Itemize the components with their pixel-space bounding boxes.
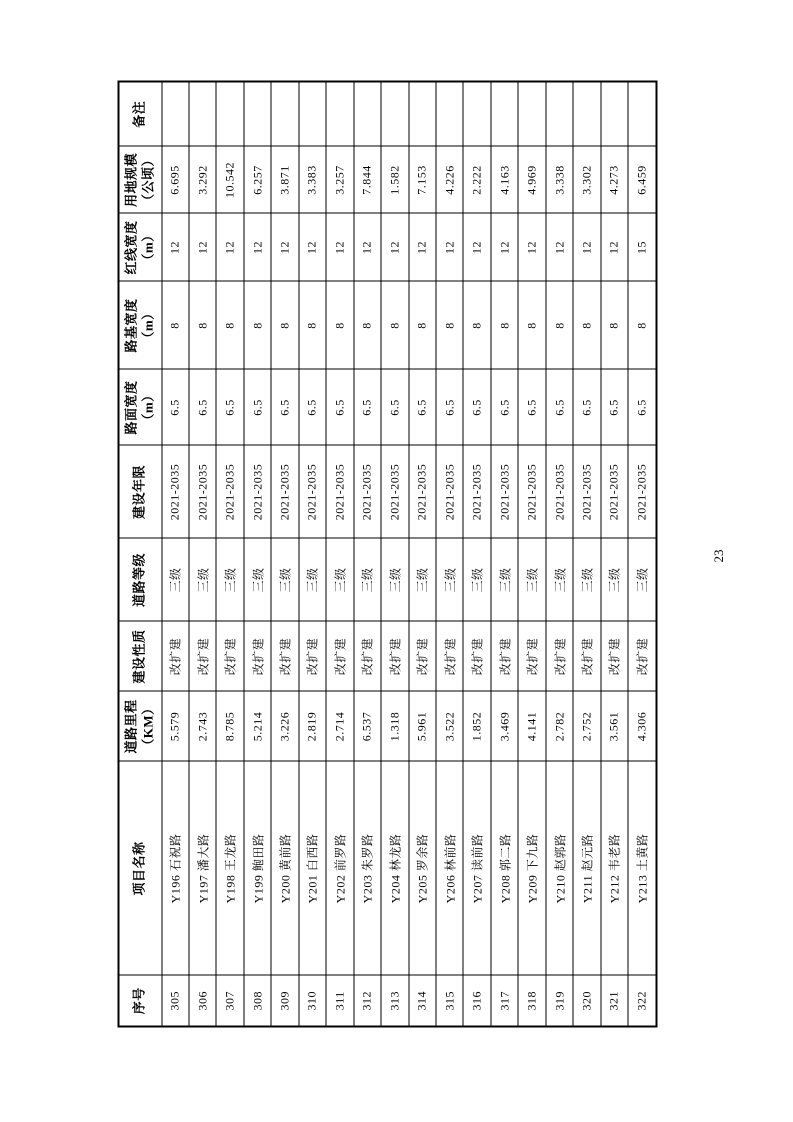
table-row [601,82,628,1027]
cell-construction-nature: 改扩建 [326,622,353,692]
cell-construction-nature: 改扩建 [436,622,463,692]
table-row [518,82,545,1027]
cell-construction-nature: 改扩建 [463,622,490,692]
cell-roadbed-width-m: 8 [326,282,353,370]
column-header-project-name: 项目名称 [119,762,162,976]
column-header-construction-nature: 建设性质 [119,622,162,692]
cell-serial: 312 [354,976,381,1027]
cell-pavement-width-m: 6.5 [518,370,545,446]
cell-construction-period: 2021-2035 [546,446,573,539]
cell-pavement-width-m: 6.5 [162,370,189,446]
table-row [326,82,353,1027]
cell-construction-period: 2021-2035 [271,446,298,539]
table-row [381,82,408,1027]
cell-road-length-km: 2.752 [573,692,600,762]
cell-redline-width-m: 12 [518,214,545,282]
column-header-remarks: 备注 [119,82,162,147]
cell-pavement-width-m: 6.5 [628,370,656,446]
cell-construction-nature: 改扩建 [354,622,381,692]
cell-land-area-ha: 2.222 [463,147,490,214]
cell-road-grade: 三级 [244,539,271,622]
cell-redline-width-m: 12 [326,214,353,282]
cell-serial: 319 [546,976,573,1027]
cell-construction-nature: 改扩建 [628,622,656,692]
cell-redline-width-m: 12 [299,214,326,282]
cell-land-area-ha: 4.273 [601,147,628,214]
cell-roadbed-width-m: 8 [189,282,216,370]
cell-road-grade: 三级 [463,539,490,622]
table-row [244,82,271,1027]
cell-redline-width-m: 12 [409,214,436,282]
table-row [162,82,189,1027]
cell-remarks [436,82,463,147]
cell-land-area-ha: 3.257 [326,147,353,214]
table-row [436,82,463,1027]
cell-construction-period: 2021-2035 [381,446,408,539]
cell-pavement-width-m: 6.5 [601,370,628,446]
column-header-road-grade: 道路等级 [119,539,162,622]
cell-project-name: Y210 赵郭路 [546,762,573,976]
cell-road-length-km: 1.852 [463,692,490,762]
cell-construction-period: 2021-2035 [216,446,243,539]
cell-construction-period: 2021-2035 [573,446,600,539]
cell-construction-nature: 改扩建 [546,622,573,692]
cell-serial: 320 [573,976,600,1027]
cell-land-area-ha: 4.226 [436,147,463,214]
cell-pavement-width-m: 6.5 [463,370,490,446]
cell-project-name: Y208 郭二路 [491,762,518,976]
cell-construction-period: 2021-2035 [518,446,545,539]
cell-roadbed-width-m: 8 [601,282,628,370]
cell-construction-nature: 改扩建 [244,622,271,692]
cell-pavement-width-m: 6.5 [244,370,271,446]
cell-project-name: Y201 白西路 [299,762,326,976]
cell-redline-width-m: 12 [463,214,490,282]
cell-project-name: Y203 朱罗路 [354,762,381,976]
cell-construction-period: 2021-2035 [189,446,216,539]
cell-serial: 316 [463,976,490,1027]
cell-remarks [491,82,518,147]
cell-construction-nature: 改扩建 [381,622,408,692]
cell-construction-period: 2021-2035 [491,446,518,539]
cell-roadbed-width-m: 8 [491,282,518,370]
cell-construction-nature: 改扩建 [601,622,628,692]
cell-road-grade: 三级 [162,539,189,622]
cell-project-name: Y212 韦老路 [601,762,628,976]
cell-roadbed-width-m: 8 [271,282,298,370]
cell-road-grade: 三级 [271,539,298,622]
cell-remarks [162,82,189,147]
table-row [573,82,600,1027]
cell-remarks [216,82,243,147]
column-header-serial: 序号 [119,976,162,1027]
cell-road-length-km: 3.561 [601,692,628,762]
cell-redline-width-m: 12 [271,214,298,282]
cell-construction-period: 2021-2035 [244,446,271,539]
cell-serial: 318 [518,976,545,1027]
cell-remarks [409,82,436,147]
column-header-construction-period: 建设年限 [119,446,162,539]
cell-construction-period: 2021-2035 [463,446,490,539]
cell-road-length-km: 1.318 [381,692,408,762]
cell-project-name: Y197 潘大路 [189,762,216,976]
cell-road-length-km: 3.522 [436,692,463,762]
rotated-table-container [118,83,658,1028]
cell-construction-nature: 改扩建 [518,622,545,692]
cell-redline-width-m: 15 [628,214,656,282]
cell-remarks [463,82,490,147]
cell-redline-width-m: 12 [216,214,243,282]
cell-remarks [244,82,271,147]
cell-road-grade: 三级 [409,539,436,622]
table-row [546,82,573,1027]
cell-remarks [628,82,656,147]
cell-redline-width-m: 12 [162,214,189,282]
cell-remarks [601,82,628,147]
table-row [299,82,326,1027]
cell-serial: 313 [381,976,408,1027]
cell-serial: 309 [271,976,298,1027]
cell-road-grade: 三级 [189,539,216,622]
cell-roadbed-width-m: 8 [436,282,463,370]
cell-construction-nature: 改扩建 [271,622,298,692]
table-row [628,82,656,1027]
cell-road-grade: 三级 [546,539,573,622]
cell-remarks [546,82,573,147]
cell-remarks [573,82,600,147]
cell-redline-width-m: 12 [189,214,216,282]
cell-serial: 314 [409,976,436,1027]
cell-road-grade: 三级 [518,539,545,622]
cell-roadbed-width-m: 8 [518,282,545,370]
cell-serial: 307 [216,976,243,1027]
cell-roadbed-width-m: 8 [628,282,656,370]
cell-construction-nature: 改扩建 [216,622,243,692]
cell-remarks [518,82,545,147]
cell-construction-period: 2021-2035 [436,446,463,539]
cell-serial: 308 [244,976,271,1027]
cell-pavement-width-m: 6.5 [271,370,298,446]
table-row [216,82,243,1027]
cell-pavement-width-m: 6.5 [409,370,436,446]
cell-road-length-km: 5.961 [409,692,436,762]
cell-land-area-ha: 6.459 [628,147,656,214]
table-row [354,82,381,1027]
cell-construction-nature: 改扩建 [189,622,216,692]
road-projects-table [118,81,658,1028]
cell-construction-nature: 改扩建 [299,622,326,692]
cell-land-area-ha: 4.163 [491,147,518,214]
column-header-roadbed-width-m: 路基宽度 （m） [119,282,162,370]
cell-construction-nature: 改扩建 [162,622,189,692]
cell-roadbed-width-m: 8 [162,282,189,370]
cell-road-grade: 三级 [216,539,243,622]
cell-land-area-ha: 3.292 [189,147,216,214]
column-header-land-area-ha: 用地规模 （公顷） [119,147,162,214]
cell-pavement-width-m: 6.5 [491,370,518,446]
cell-project-name: Y206 林前路 [436,762,463,976]
cell-project-name: Y205 罗余路 [409,762,436,976]
cell-construction-period: 2021-2035 [628,446,656,539]
cell-roadbed-width-m: 8 [409,282,436,370]
cell-remarks [354,82,381,147]
cell-construction-period: 2021-2035 [354,446,381,539]
column-header-pavement-width-m: 路面宽度 （m） [119,370,162,446]
cell-project-name: Y202 前罗路 [326,762,353,976]
cell-redline-width-m: 12 [436,214,463,282]
page-number: 23 [711,549,726,563]
cell-remarks [381,82,408,147]
cell-project-name: Y207 读前路 [463,762,490,976]
cell-remarks [326,82,353,147]
cell-project-name: Y196 石祝路 [162,762,189,976]
cell-construction-nature: 改扩建 [573,622,600,692]
cell-project-name: Y198 王龙路 [216,762,243,976]
cell-project-name: Y200 黄前路 [271,762,298,976]
cell-roadbed-width-m: 8 [381,282,408,370]
cell-redline-width-m: 12 [573,214,600,282]
cell-road-grade: 三级 [381,539,408,622]
cell-roadbed-width-m: 8 [573,282,600,370]
cell-project-name: Y209 下九路 [518,762,545,976]
cell-road-length-km: 6.537 [354,692,381,762]
cell-serial: 315 [436,976,463,1027]
table-row [189,82,216,1027]
cell-serial: 310 [299,976,326,1027]
cell-road-grade: 三级 [326,539,353,622]
cell-pavement-width-m: 6.5 [189,370,216,446]
cell-pavement-width-m: 6.5 [381,370,408,446]
cell-land-area-ha: 4.969 [518,147,545,214]
cell-road-length-km: 5.214 [244,692,271,762]
cell-redline-width-m: 12 [244,214,271,282]
cell-construction-period: 2021-2035 [299,446,326,539]
cell-land-area-ha: 3.338 [546,147,573,214]
cell-land-area-ha: 7.153 [409,147,436,214]
cell-land-area-ha: 1.582 [381,147,408,214]
cell-land-area-ha: 3.302 [573,147,600,214]
cell-road-length-km: 2.714 [326,692,353,762]
cell-roadbed-width-m: 8 [354,282,381,370]
cell-land-area-ha: 6.257 [244,147,271,214]
cell-land-area-ha: 3.383 [299,147,326,214]
cell-construction-nature: 改扩建 [409,622,436,692]
cell-pavement-width-m: 6.5 [354,370,381,446]
cell-construction-period: 2021-2035 [326,446,353,539]
cell-project-name: Y204 林龙路 [381,762,408,976]
cell-serial: 305 [162,976,189,1027]
cell-roadbed-width-m: 8 [299,282,326,370]
cell-pavement-width-m: 6.5 [326,370,353,446]
cell-redline-width-m: 12 [601,214,628,282]
cell-land-area-ha: 3.871 [271,147,298,214]
cell-pavement-width-m: 6.5 [436,370,463,446]
cell-construction-period: 2021-2035 [601,446,628,539]
column-header-redline-width-m: 红线宽度 （m） [119,214,162,282]
cell-road-length-km: 4.306 [628,692,656,762]
cell-redline-width-m: 12 [491,214,518,282]
cell-serial: 306 [189,976,216,1027]
cell-road-length-km: 2.782 [546,692,573,762]
cell-road-length-km: 2.743 [189,692,216,762]
cell-road-length-km: 4.141 [518,692,545,762]
cell-serial: 322 [628,976,656,1027]
cell-roadbed-width-m: 8 [546,282,573,370]
cell-road-grade: 三级 [628,539,656,622]
cell-road-grade: 三级 [299,539,326,622]
cell-road-length-km: 3.226 [271,692,298,762]
cell-land-area-ha: 7.844 [354,147,381,214]
cell-serial: 321 [601,976,628,1027]
cell-construction-period: 2021-2035 [162,446,189,539]
cell-pavement-width-m: 6.5 [299,370,326,446]
cell-road-grade: 三级 [573,539,600,622]
cell-project-name: Y211 赵元路 [573,762,600,976]
cell-construction-nature: 改扩建 [491,622,518,692]
cell-remarks [299,82,326,147]
cell-road-length-km: 5.579 [162,692,189,762]
cell-pavement-width-m: 6.5 [573,370,600,446]
cell-road-grade: 三级 [436,539,463,622]
table-row [409,82,436,1027]
cell-serial: 317 [491,976,518,1027]
cell-road-grade: 三级 [601,539,628,622]
cell-pavement-width-m: 6.5 [546,370,573,446]
header-row [119,82,162,1027]
table-row [271,82,298,1027]
cell-road-length-km: 2.819 [299,692,326,762]
cell-road-grade: 三级 [354,539,381,622]
cell-road-length-km: 8.785 [216,692,243,762]
cell-land-area-ha: 6.695 [162,147,189,214]
cell-land-area-ha: 10.542 [216,147,243,214]
cell-construction-period: 2021-2035 [409,446,436,539]
cell-pavement-width-m: 6.5 [216,370,243,446]
cell-serial: 311 [326,976,353,1027]
cell-project-name: Y199 鲍田路 [244,762,271,976]
cell-roadbed-width-m: 8 [216,282,243,370]
column-header-road-length-km: 道路里程 （KM） [119,692,162,762]
cell-road-grade: 三级 [491,539,518,622]
cell-roadbed-width-m: 8 [244,282,271,370]
cell-redline-width-m: 12 [546,214,573,282]
cell-redline-width-m: 12 [354,214,381,282]
cell-redline-width-m: 12 [381,214,408,282]
table-row [463,82,490,1027]
cell-remarks [271,82,298,147]
cell-remarks [189,82,216,147]
table-row [491,82,518,1027]
cell-roadbed-width-m: 8 [463,282,490,370]
cell-road-length-km: 3.469 [491,692,518,762]
cell-project-name: Y213 土黄路 [628,762,656,976]
